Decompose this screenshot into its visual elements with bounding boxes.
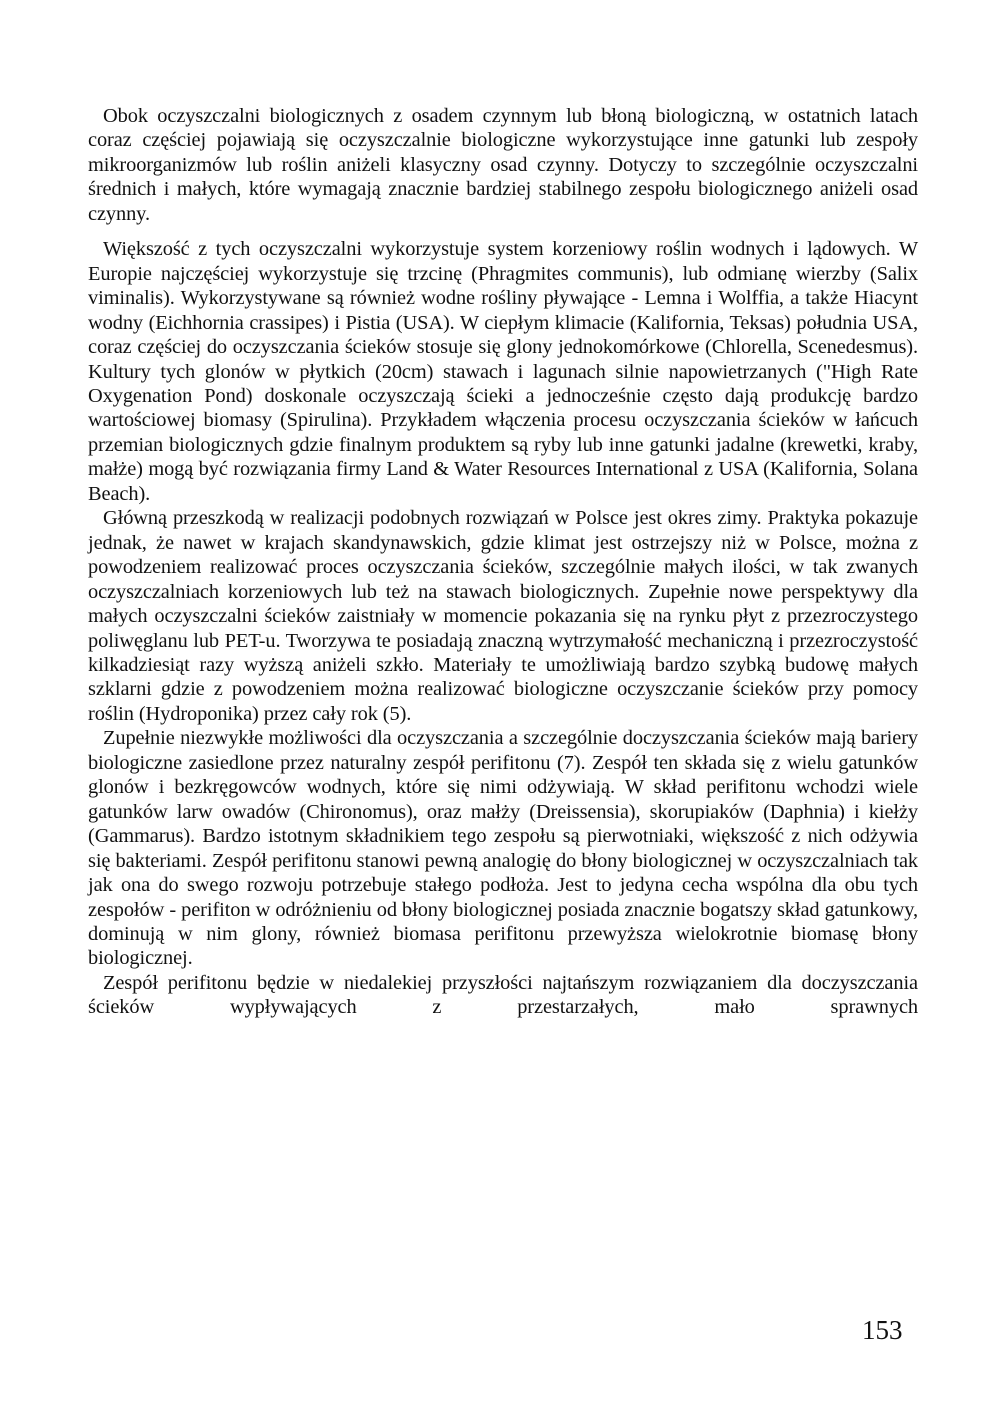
page-number: 153: [862, 1315, 903, 1345]
paragraph-1: Obok oczyszczalni biologicznych z osadem czynnym lub błoną biologiczną, w ostatnich latach coraz częściej pojawiają się oczyszczalnie biologiczne wykorzystujące inne gatunki lub zespoły mikroorganizmów lub roślin aniżeli klasyczny osad czynny. Dotyczy to szczególnie oczyszczalni średnich i małych, które wymagają znacznie bardziej stabilnego zespołu biologicznego aniżeli osad czynny.: [88, 105, 918, 225]
paragraph-3: Główną przeszkodą w realizacji podobnych rozwiązań w Polsce jest okres zimy. Praktyka pokazuje jednak, że nawet w krajach skandynawskich, gdzie klimat jest ostrzejszy niż w Polsce, można z powodzeniem realizować proces oczyszczania ścieków, szczególnie małych ilości, w tak zwanych oczyszczalniach korzeniowych lub też na stawach biologicznych. Zupełnie nowe perspektywy dla małych oczyszczalni ścieków zaistniały w momencie pokazania się na rynku płyt z przezroczystego poliwęglanu lub PET-u. Tworzywa te posiadają znaczną wytrzymałość mechaniczną i przezroczystość kilkadziesiąt razy wyższą aniżeli szkło. Materiały te umożliwiają bardzo szybką budowę małych szklarni gdzie z powodzeniem można realizować biologiczne oczyszczanie ścieków przy pomocy roślin (Hydroponika) przez cały rok (5).: [88, 507, 918, 725]
document-body: [88, 104, 918, 1020]
paragraph-5: Zespół perifitonu będzie w niedalekiej przyszłości najtańszym rozwiązaniem dla doczyszczania ścieków wypływających z przestarzałych, mało sprawnych: [88, 971, 918, 1019]
paragraph-2: Większość z tych oczyszczalni wykorzystuje system korzeniowy roślin wodnych i lądowych. W Europie najczęściej wykorzystuje się trzcinę (Phragmites communis), lub odmianę wierzby (Salix viminalis). Wykorzystywane są również wodne rośliny pływające - Lemna i Wolffia, a także Hiacynt wodny (Eichhornia crassipes) i Pistia (USA). W ciepłym klimacie (Kalifornia, Teksas) południa USA, coraz częściej do oczyszczania ścieków stosuje się glony jednokomórkowe (Chlorella, Scenedesmus). Kultury tych glonów w płytkich (20cm) stawach i lagunach silnie napowietrzanych ("High Rate Oxygenation Pond) doskonale oczyszczają ścieki a jednocześnie często dają produkcję bardzo wartościowej biomasy (Spirulina). Przykładem włączenia procesu oczyszczania ścieków w łańcuch przemian biologicznych gdzie finalnym produktem są ryby lub inne gatunki jadalne (krewetki, kraby, małże) mogą być rozwiązania firmy Land & Water Resources International z USA (Kalifornia, Solana Beach).: [88, 238, 918, 505]
paragraph-4: Zupełnie niezwykłe możliwości dla oczyszczania a szczególnie doczyszczania ścieków mają bariery biologiczne zasiedlone przez naturalny zespół perifitonu (7). Zespół ten składa się z wielu gatunków glonów i bezkręgowców wodnych, które się nimi odżywiają. W skład perifitonu wchodzi wiele gatunków larw owadów (Chironomus), oraz małży (Dreissensia), skorupiaków (Daphnia) i kiełży (Gammarus). Bardzo istotnym składnikiem tego zespołu są pierwotniaki, większość z nich odżywia się bakteriami. Zespół perifitonu stanowi pewną analogię do błony biologicznej w oczyszczalniach tak jak ona do swego rozwoju potrzebuje stałego podłoża. Jest to jedyna cecha wspólna dla obu tych zespołów - perifiton w odróżnieniu od błony biologicznej posiada znacznie bogatszy skład gatunkowy, dominują w nim glony, również biomasa perifitonu przewyższa wielokrotnie biomasę błony biologicznej.: [88, 727, 918, 970]
